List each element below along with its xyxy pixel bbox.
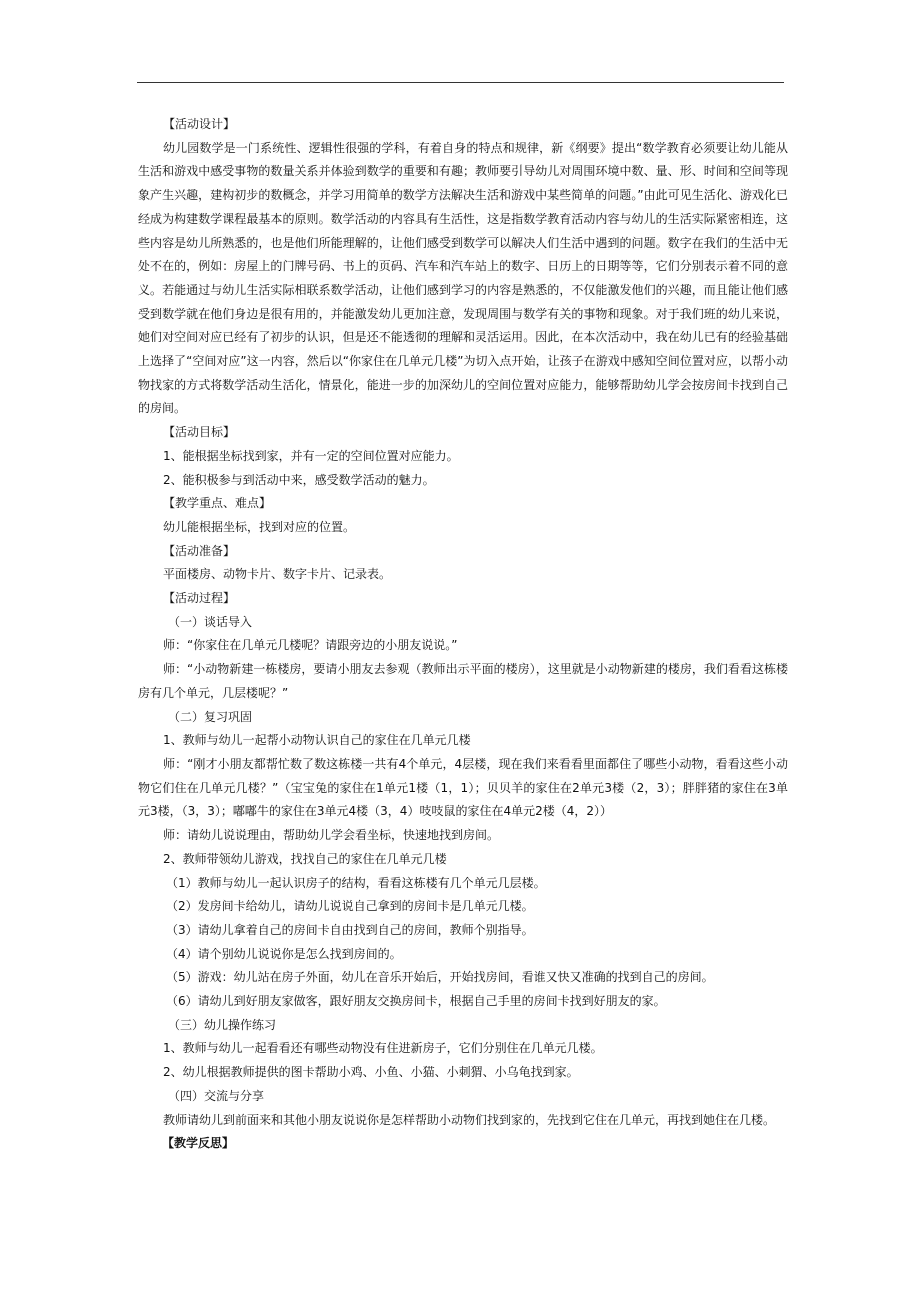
process-part3-item-1: 1、教师与幼儿一起看看还有哪些动物没有住进新房子，它们分别住在几单元几楼。 — [163, 1041, 603, 1056]
process-part2-step-6: （6）请幼儿到好朋友家做客，跟好朋友交换房间卡，根据自己手里的房间卡找到好朋友的家。 — [166, 994, 666, 1009]
process-part3-item-2: 2、幼儿根据教师提供的图卡帮助小鸡、小鱼、小猫、小刺猬、小乌龟找到家。 — [163, 1065, 579, 1080]
process-part2-item-2: 2、教师带领幼儿游戏，找找自己的家住在几单元几楼 — [163, 851, 447, 866]
process-part2-step-5: （5）游戏：幼儿站在房子外面，幼儿在音乐开始后，开始找房间，看谁又快又准确的找到自己的房间。 — [166, 970, 714, 985]
header-rule — [137, 82, 784, 83]
section-heading-activity-design: 【活动设计】 — [163, 117, 236, 131]
preparation-text: 平面楼房、动物卡片、数字卡片、记录表。 — [163, 567, 392, 582]
goal-item-2: 2、能积极参与到活动中来，感受数学活动的魅力。 — [163, 472, 435, 487]
section-heading-key-points: 【教学重点、难点】 — [163, 496, 272, 511]
activity-design-paragraph: 幼儿园数学是一门系统性、逻辑性很强的学科，有着自身的特点和规律，新《纲要》提出“数学教育必须要让幼儿能从生活和游戏中感受事物的数量关系并体验到数学的重要和有趣；教师要引导幼儿对周围环境中数、量、形、时间和空间等现象产生兴趣，建构初步的数概念，并学习用简单的数学方法解决生活和游戏中某些简单的问题。”由此可见生活化、游戏化已经成为构建数学课程最基本的原则。数学活动的内容具有生活性，这是指数学教育活动内容与幼儿的生活实际紧密相连，这些内容是幼儿所熟悉的，也是他们所能理解的，让他们感受到数学可以解决人们生活中遇到的问题。数字在我们的生活中无处不在的，例如：房屋上的门牌号码、书上的页码、汽车和汽车站上的数字、日历上的日期等等，它们分别表示着不同的意义。若能通过与幼儿生活实际相联系数学活动，让他们感到学习的内容是熟悉的，不仅能激发他们的兴趣，而且能让他们感受到数学就在他们身边是很有用的，并能激发幼儿更加注意，发现周围与数学有关的事物和现象。对于我们班的幼儿来说，她们对空间对应已经有了初步的认识，但是还不能透彻的理解和灵活运用。因此，在本次活动中，我在幼儿已有的经验基础上选择了“空间对应”这一内容，然后以“你家住在几单元几楼”为切入点开始，让孩子在游戏中感知空间位置对应，以帮小动物找家的方式将数学活动生活化，情景化，能进一步的加深幼儿的空间位置对应能力，能够帮助幼儿学会按房间卡找到自己的房间。 — [138, 140, 788, 416]
process-part1-line-2: 师：“小动物新建一栋楼房，要请小朋友去参观（教师出示平面的楼房），这里就是小动物新建的楼房，我们看看这栋楼房有几个单元，几层楼呢？” — [138, 662, 788, 700]
section-heading-preparation: 【活动准备】 — [163, 543, 236, 558]
section-heading-activity-goals: 【活动目标】 — [163, 425, 236, 440]
section-heading-teaching-reflection: 【教学反思】 — [162, 1136, 235, 1151]
process-part2-step-4: （4）请个别幼儿说说你是怎么找到房间的。 — [166, 946, 402, 961]
process-part1-line-1: 师：“你家住在几单元几楼呢？请跟旁边的小朋友说说。” — [163, 638, 458, 653]
process-part2-item-1-line-1: 师：“刚才小朋友都帮忙数了数这栋楼一共有4个单元，4层楼，现在我们来看看里面都住了哪些小动物，看看这些小动物它们住在几单元几楼？”（宝宝兔的家住在1单元1楼（1，1）；贝贝羊的家住在2单元3楼（2，3）；胖胖猪的家住在3单元3楼，（3，3）；嘟嘟牛的家住在3单元4楼（3，4）吱吱鼠的家住在4单元2楼（4，2）） — [138, 756, 788, 819]
process-part2-step-3: （3）请幼儿拿着自己的房间卡自由找到自己的房间，教师个别指导。 — [166, 922, 534, 937]
process-part2-step-2: （2）发房间卡给幼儿，请幼儿说说自己拿到的房间卡是几单元几楼。 — [166, 899, 534, 914]
process-part2-step-1: （1）教师与幼儿一起认识房子的结构，看看这栋楼有几个单元几层楼。 — [166, 875, 546, 890]
process-part3-title: （三）幼儿操作练习 — [168, 1017, 277, 1032]
process-part2-item-1-line-2: 师：请幼儿说说理由，帮助幼儿学会看坐标，快速地找到房间。 — [163, 828, 500, 843]
process-part4-line-1: 教师请幼儿到前面来和其他小朋友说说你是怎样帮助小动物们找到家的，先找到它住在几单元，再找到她住在几楼。 — [163, 1112, 776, 1127]
process-part2-item-1: 1、教师与幼儿一起帮小动物认识自己的家住在几单元几楼 — [163, 733, 471, 748]
process-part4-title: （四）交流与分享 — [168, 1088, 265, 1103]
document-body — [138, 113, 788, 1156]
process-part1-title: （一）谈话导入 — [168, 614, 253, 629]
key-point-text: 幼儿能根据坐标，找到对应的位置。 — [163, 519, 356, 534]
section-heading-process: 【活动过程】 — [163, 591, 236, 606]
goal-item-1: 1、能根据坐标找到家，并有一定的空间位置对应能力。 — [163, 448, 459, 463]
process-part2-title: （二）复习巩固 — [168, 709, 253, 724]
